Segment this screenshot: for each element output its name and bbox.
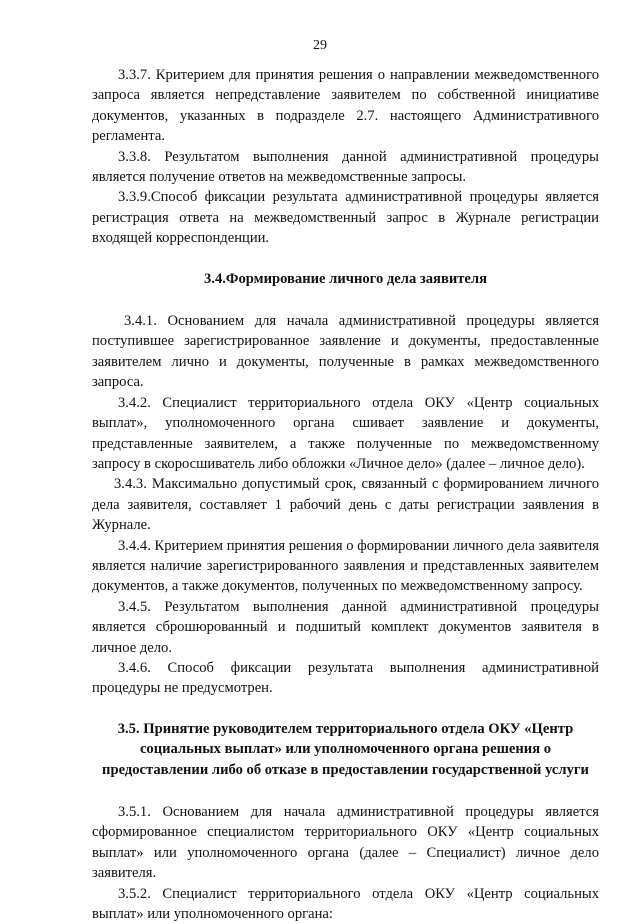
document-body <box>92 65 599 924</box>
page-number: 29 <box>313 38 327 53</box>
section-heading: 3.4.Формирование личного дела заявителя <box>204 270 487 287</box>
paragraph: 3.3.8. Результатом выполнения данной административной процедуры является получение ответов на межведомственные запросы. <box>92 148 599 186</box>
spacer <box>92 780 599 802</box>
paragraph: 3.4.6. Способ фиксации результата выполнения административной процедуры не предусмотрен. <box>92 659 599 697</box>
paragraph: 3.4.3. Максимально допустимый срок, связанный с формированием личного дела заявителя, составляет 1 рабочий день с даты регистрации заявления в Журнале. <box>92 476 599 534</box>
spacer <box>92 289 599 311</box>
spacer <box>92 699 599 719</box>
paragraph: 3.5.2. Специалист территориального отдела ОКУ «Центр социальных выплат» или уполномоченного органа: <box>92 885 599 923</box>
paragraph: 3.4.5. Результатом выполнения данной административной процедуры является сброшюрованный и подшитый комплект документов заявителя в личное дело. <box>92 598 599 656</box>
paragraph: 3.3.7. Критерием для принятия решения о направлении межведомственного запроса является непредставление заявителем по собственной инициативе документов, указанных в подразделе 2.7. настоящего Административного регламента. <box>92 67 599 145</box>
paragraph: 3.4.4. Критерием принятия решения о формировании личного дела заявителя является наличие зарегистрированного заявления и представленных заявителем документов, а также документов, полученных по межведомственному запросу. <box>92 537 599 595</box>
paragraph: 3.5.1. Основанием для начала административной процедуры является сформированное специалистом территориального ОКУ «Центр социальных выплат» или уполномоченного органа (далее – Специалист) личное дело заявителя. <box>92 804 599 882</box>
section-heading: 3.5. Принятие руководителем территориального отдела ОКУ «Центр социальных выплат» или уполномоченного органа решения о предоставлении либо об отказе в предоставлении государственной услуги <box>102 720 589 778</box>
spacer <box>92 249 599 269</box>
paragraph: 3.3.9.Способ фиксации результата административной процедуры является регистрация ответа на межведомственный запрос в Журнале регистрации входящей корреспонденции. <box>92 189 599 247</box>
paragraph: 3.4.1. Основанием для начала административной процедуры является поступившее зарегистрированное заявление и документы, предоставленные заявителем лично и документы, полученные в рамках межведомственного запроса. <box>92 313 599 391</box>
paragraph: 3.4.2. Специалист территориального отдела ОКУ «Центр социальных выплат», уполномоченного органа сшивает заявление и документы, представленные заявителем, а также полученные по межведомственному запросу в скоросшиватель либо обложки «Личное дело» (далее – личное дело). <box>92 394 599 472</box>
